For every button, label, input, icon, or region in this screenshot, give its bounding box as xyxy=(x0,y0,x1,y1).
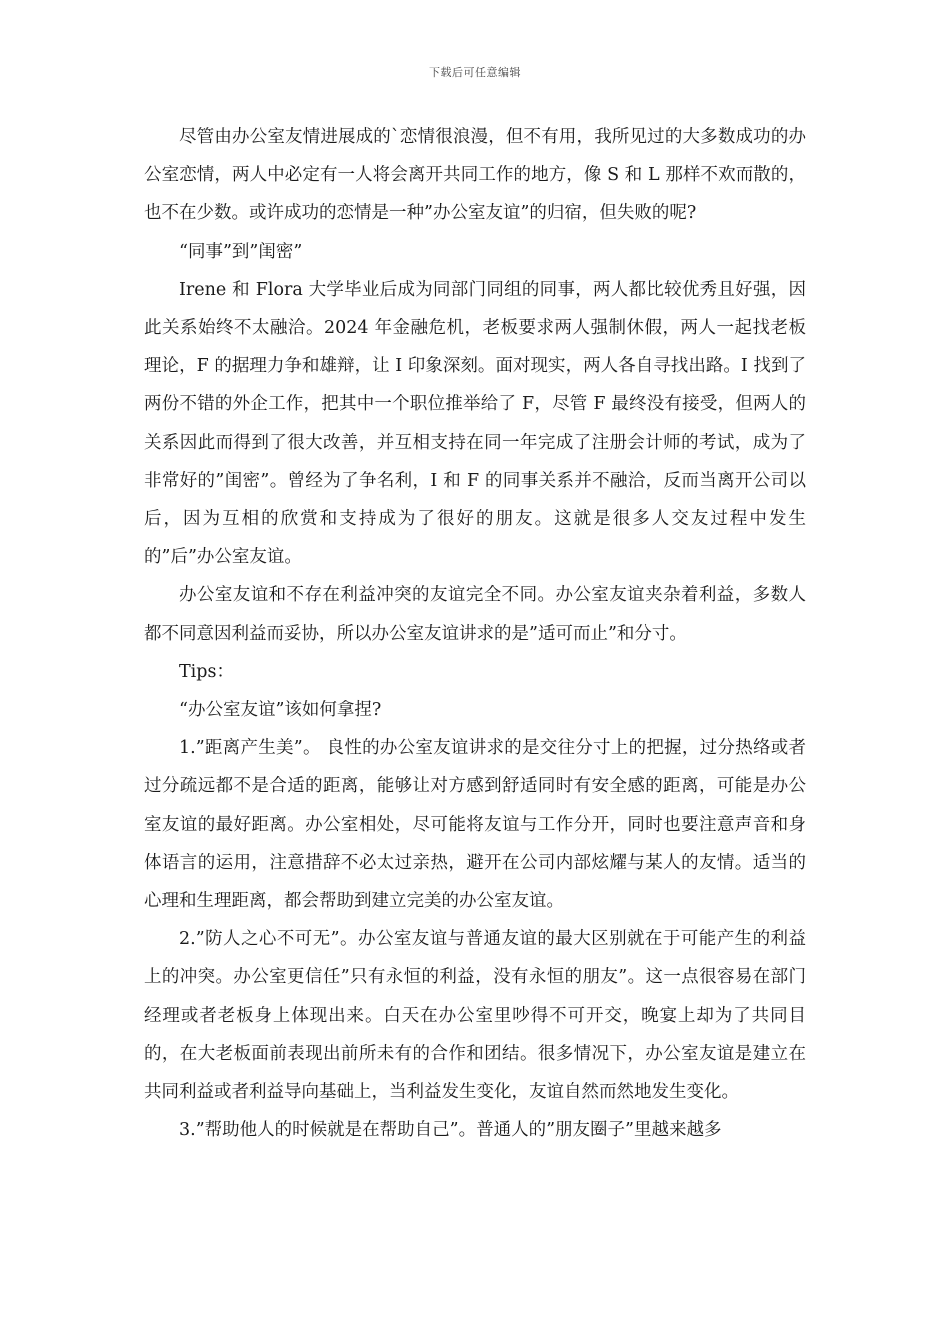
tips-label: Tips： xyxy=(179,661,234,682)
tip-2-caution: 2.”防人之心不可无”。办公室友谊与普通友谊的最大区别就在于可能产生的利益上的冲突。办公室更信任”只有永恒的利益，没有永恒的朋友”。这一点很容易在部门经理或者老板身上体现出来。白天在办公室里吵得不可开交，晚宴上却为了共同目的，在大老板面前表现出前所未有的合作和团结。很多情况下，办公室友谊是建立在共同利益或者利益导向基础上，当利益发生变化，友谊自然而然地发生变化。 xyxy=(144,929,806,1103)
section-heading-colleague-to-bestie: “同事”到”闺密” xyxy=(179,241,303,262)
tip-3-helping-others: 3.”帮助他人的时候就是在帮助自己”。普通人的”朋友圈子”里越来越多 xyxy=(179,1120,722,1141)
paragraph-office-friendship-interest: 办公室友谊和不存在利益冲突的友谊完全不同。办公室友谊夹杂着利益，多数人都不同意因利益而妥协，所以办公室友谊讲求的是”适可而止”和分寸。 xyxy=(144,585,806,644)
paragraph-irene-flora: Irene 和 Flora 大学毕业后成为同部门同组的同事，两人都比较优秀且好强，因此关系始终不太融洽。2024 年金融危机，老板要求两人强制休假，两人一起找老板理论，F 的据理力争和雄辩，让 I 印象深刻。面对现实，两人各自寻找出路。I 找到了两份不错的外企工作，把其中一个职位推举给了 F，尽管 F 最终没有接受，但两人的关系因此而得到了很大改善，并互相支持在同一年完成了注册会计师的考试，成为了非常好的”闺密”。曾经为了争名利，I 和 F 的同事关系并不融洽，反而当离开公司以后，因为互相的欣赏和支持成为了很好的朋友。这就是很多人交友过程中发生的”后”办公室友谊。 xyxy=(144,279,806,568)
document-body xyxy=(144,118,806,1149)
paragraph-office-romance: 尽管由办公室友情进展成的`恋情很浪漫，但不有用，我所见过的大多数成功的办公室恋情，两人中必定有一人将会离开共同工作的地方，像 S 和 L 那样不欢而散的，也不在少数。或许成功的恋情是一种”办公室友谊”的归宿，但失败的呢? xyxy=(144,127,806,224)
page-header-note: 下载后可任意编辑 xyxy=(429,66,521,79)
tips-question: “办公室友谊”该如何拿捏? xyxy=(179,700,382,721)
tip-1-distance: 1.”距离产生美”。 良性的办公室友谊讲求的是交往分寸上的把握，过分热络或者过分疏远都不是合适的距离，能够让对方感到舒适同时有安全感的距离，可能是办公室友谊的最好距离。办公室相处，尽可能将友谊与工作分开，同时也要注意声音和身体语言的运用，注意措辞不必太过亲热，避开在公司内部炫耀与某人的友情。适当的心理和生理距离，都会帮助到建立完美的办公室友谊。 xyxy=(144,738,806,912)
